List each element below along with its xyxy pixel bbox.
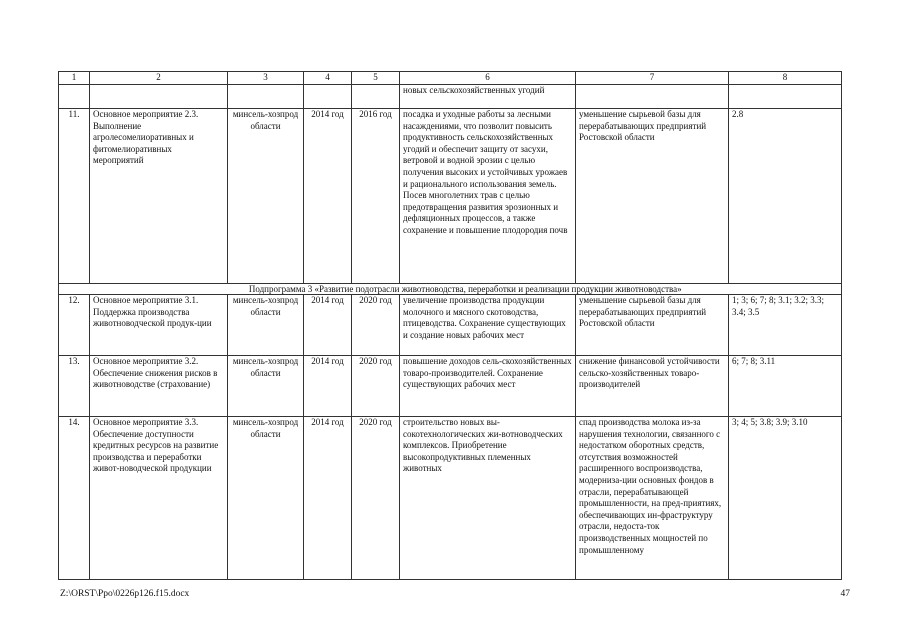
- indicator-link: 1; 3; 6; 7; 8; 3.1; 3.2; 3.3; 3.4; 3.5: [729, 295, 842, 356]
- end-year: 2020 год: [352, 356, 400, 417]
- table-row: [59, 109, 842, 284]
- continuation-row: [59, 85, 842, 109]
- header-cell: 4: [304, 72, 352, 85]
- header-cell: 8: [729, 72, 842, 85]
- continuation-result: новых сельскохозяйственных угодий: [400, 85, 576, 109]
- header-cell: 1: [59, 72, 90, 85]
- start-year: 2014 год: [304, 417, 352, 580]
- table-row: [59, 295, 842, 356]
- end-year: 2016 год: [352, 109, 400, 284]
- executor: минсель-хозпрод области: [228, 109, 304, 284]
- subprogram-row: [59, 284, 842, 295]
- header-cell: 7: [576, 72, 729, 85]
- non-implementation-consequence: уменьшение сырьевой базы для перерабатывающих предприятий Ростовской области: [576, 109, 729, 284]
- header-row: [59, 72, 842, 85]
- table-row: [59, 356, 842, 417]
- end-year: 2020 год: [352, 295, 400, 356]
- row-number: 11.: [59, 109, 90, 284]
- non-implementation-consequence: снижение финансовой устойчивости сельско-хозяйственных товаро-производителей: [576, 356, 729, 417]
- row-number: 14.: [59, 417, 90, 580]
- header-cell: 5: [352, 72, 400, 85]
- executor: минсель-хозпрод области: [228, 295, 304, 356]
- start-year: 2014 год: [304, 295, 352, 356]
- expected-result: посадка и уходные работы за лесными насаждениями, что позволит повысить продуктивность сельскохозяйственных угодий и обеспечит защиту от засухи, ветровой и водной эрозии с целью получения высоких и устойчивых урожаев и рационального использования земель. Посев многолетних трав с целью предотвращения развития эрозионных и дефляционных процессов, а также сохранение и повышение плодородия почв: [400, 109, 576, 284]
- row-number: 12.: [59, 295, 90, 356]
- expected-result: увеличение производства продукции молочного и мясного скотоводства, птицеводства. Сохранение существующих и создание новых рабочих мест: [400, 295, 576, 356]
- footer-page-number: 47: [840, 589, 850, 599]
- activity: Основное мероприятие 3.1. Поддержка производства животноводческой продук-ции: [90, 295, 228, 356]
- indicator-link: 3; 4; 5; 3.8; 3.9; 3.10: [729, 417, 842, 580]
- executor: минсель-хозпрод области: [228, 417, 304, 580]
- indicator-link: 6; 7; 8; 3.11: [729, 356, 842, 417]
- expected-result: повышение доходов сель-скохозяйственных товаро-производителей. Сохранение существующих рабочих мест: [400, 356, 576, 417]
- header-cell: 6: [400, 72, 576, 85]
- expected-result: строительство новых вы-сокотехнологических жи-вотноводческих комплексов. Приобретение высокопродуктивных племенных животных: [400, 417, 576, 580]
- subprogram-title: Подпрограмма 3 «Развитие подотрасли животноводства, переработки и реализации продукции животноводства»: [90, 284, 842, 295]
- start-year: 2014 год: [304, 109, 352, 284]
- end-year: 2020 год: [352, 417, 400, 580]
- program-table: [58, 71, 842, 580]
- activity: Основное мероприятие 3.2. Обеспечение снижения рисков в животноводстве (страхование): [90, 356, 228, 417]
- executor: минсель-хозпрод области: [228, 356, 304, 417]
- row-number: 13.: [59, 356, 90, 417]
- activity: Основное мероприятие 2.3. Выполнение агролесомелиоративных и фитомелиоративных мероприятий: [90, 109, 228, 284]
- table-row: [59, 417, 842, 580]
- start-year: 2014 год: [304, 356, 352, 417]
- header-cell: 2: [90, 72, 228, 85]
- activity: Основное мероприятие 3.3. Обеспечение доступности кредитных ресурсов на развитие производства и переработки живот-новодческой продукции: [90, 417, 228, 580]
- header-cell: 3: [228, 72, 304, 85]
- non-implementation-consequence: спад производства молока из-за нарушения технологии, связанного с недостатком оборотных средств, отсутствия возможностей расширенного воспроизводства, модерниза-ции основных фондов в отрасли, перерабатывающей промышленности, на пред-приятиях, обеспечивающих ин-фраструктуру отрасли, недоста-ток производственных мощностей по промышленному: [576, 417, 729, 580]
- non-implementation-consequence: уменьшение сырьевой базы для перерабатывающих предприятий Ростовской области: [576, 295, 729, 356]
- footer-file-path: Z:\ORST\Ppo\0226p126.f15.docx: [60, 589, 190, 599]
- indicator-link: 2.8: [729, 109, 842, 284]
